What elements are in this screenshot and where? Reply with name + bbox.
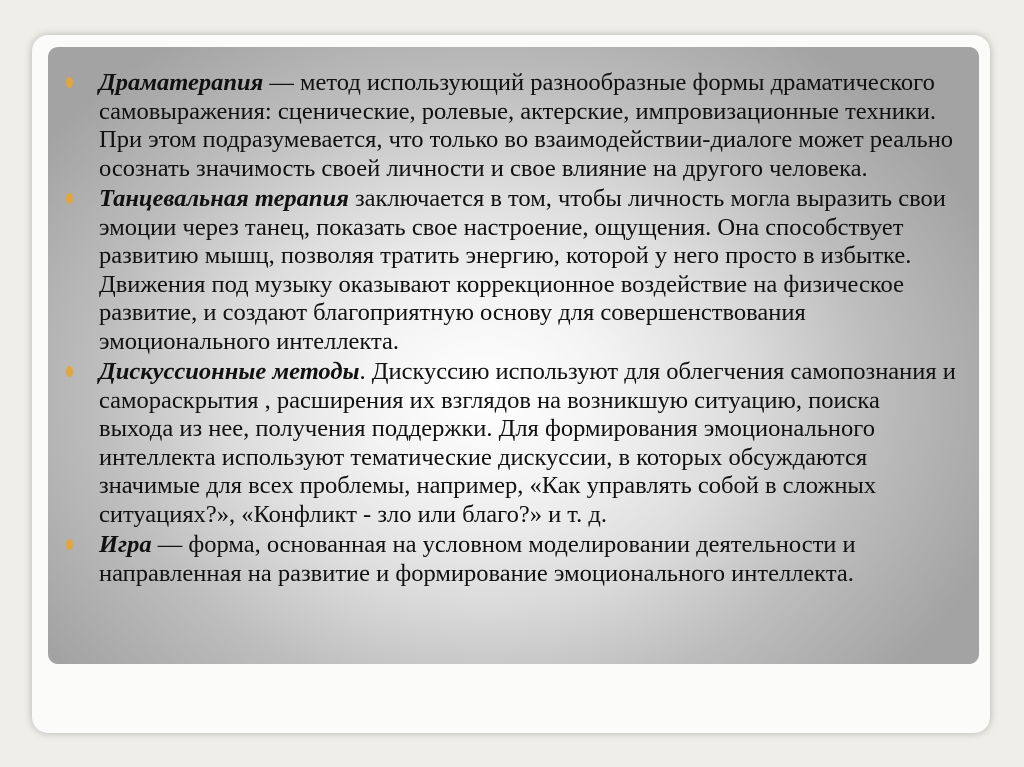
list-item-dance-therapy xyxy=(60,185,960,356)
bullet-list xyxy=(60,69,960,590)
item-text: — форма, основанная на условном моделировании деятельности и направленная на развитие и формирование эмоционального интеллекта. xyxy=(99,531,856,587)
item-text: заключается в том, чтобы личность могла выразить свои эмоции через танец, показать свое настроение, ощущения. Она способствует развитию мышц, позволяя тратить энергию, которой у него просто в избытке. Движения под музыку оказывают коррекционное воздействие на физическое развитие, и создают благоприятную основу для совершенствования эмоционального интеллекта. xyxy=(99,185,946,355)
bullet-icon xyxy=(66,77,73,88)
item-term: Танцевальная терапия xyxy=(99,185,349,212)
bullet-icon xyxy=(66,193,73,204)
list-item-game xyxy=(60,531,960,588)
bullet-icon xyxy=(66,366,73,377)
item-term: Драматерапия xyxy=(99,69,264,96)
item-term: Игра xyxy=(99,531,152,558)
item-text: . Дискуссию используют для облегчения самопознания и самораскрытия , расширения их взглядов на возникшую ситуацию, поиска выхода из нее, получения поддержки. Для формирования эмоционального интеллекта используют тематические дискуссии, в которых обсуждаются значимые для всех проблемы, например, «Как управлять собой в сложных ситуациях?», «Конфликт - зло или благо?» и т. д. xyxy=(99,358,956,528)
list-item-dramatherapy xyxy=(60,69,960,183)
item-term: Дискуссионные методы xyxy=(99,358,360,385)
list-item-discussion-methods xyxy=(60,358,960,529)
bullet-icon xyxy=(66,539,73,550)
item-text: — метод использующий разнообразные формы драматического самовыражения: сценические, ролевые, актерские, импровизационные техники. При этом подразумевается, что только во взаимодействии-диалоге может реально осознать значимость своей личности и свое влияние на другого человека. xyxy=(99,69,954,182)
